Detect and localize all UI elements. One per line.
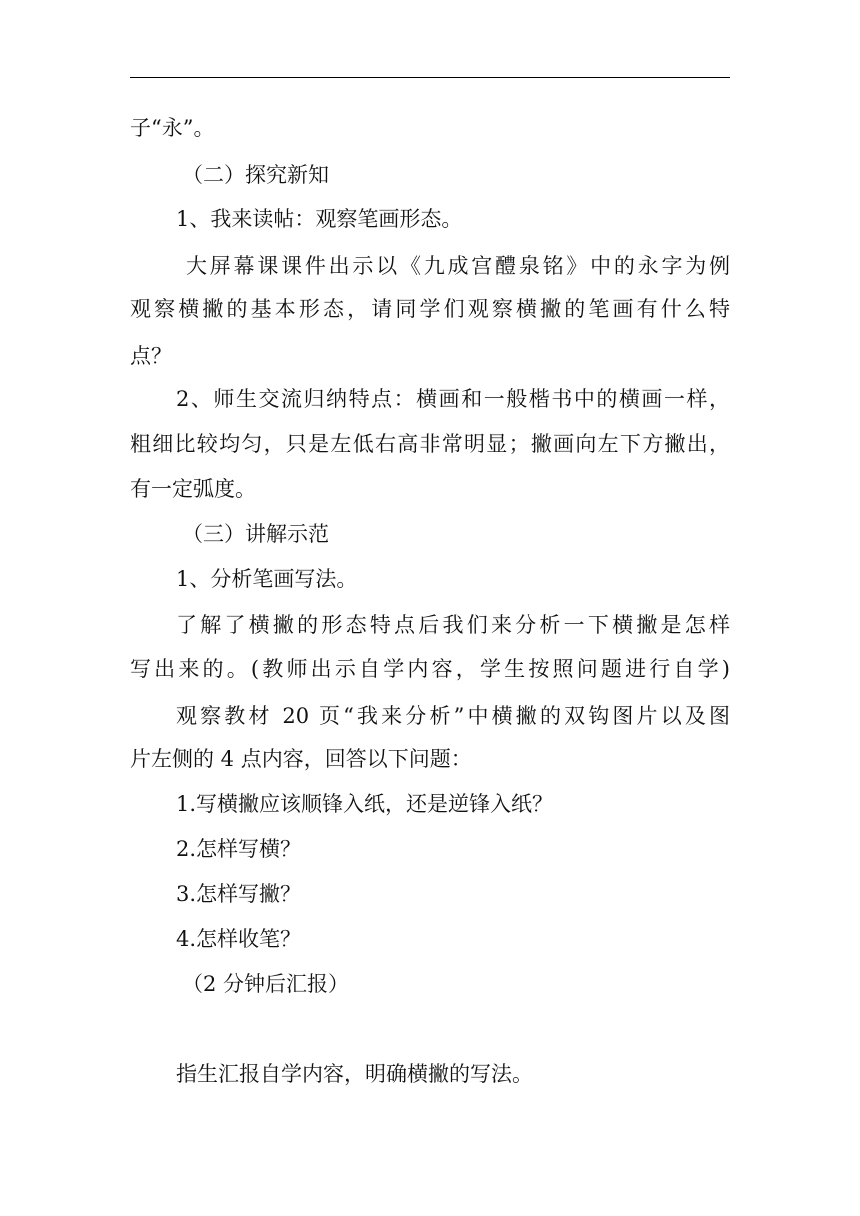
paragraph-line: 了解了横撇的形态特点后我们来分析一下横撇是怎样 <box>176 613 730 637</box>
paragraph-line: 指生汇报自学内容，明确横撇的写法。 <box>176 1062 533 1086</box>
paragraph-line: 片左侧的 4 点内容，回答以下问题： <box>130 747 472 771</box>
list-item: 2.怎样写横？ <box>176 837 302 861</box>
paragraph-line: 观察横撇的基本形态，请同学们观察横撇的笔画有什么特 <box>130 297 730 321</box>
paragraph-line: 点？ <box>130 344 172 368</box>
paragraph-line: 1、分析笔画写法。 <box>176 567 358 591</box>
paragraph-line: 1、我来读帖：观察笔画形态。 <box>176 207 463 231</box>
paragraph-line: 写出来的。(教师出示自学内容，学生按照问题进行自学) <box>130 657 730 681</box>
section-heading: （三）讲解示范 <box>182 522 329 546</box>
paragraph-line: 子“永”。 <box>130 116 215 140</box>
paragraph-line: 大屏幕课课件出示以《九成宫醴泉铭》中的永字为例 <box>186 254 730 278</box>
list-item: 3.怎样写撇？ <box>176 882 302 906</box>
paragraph-line: 2、师生交流归纳特点：横画和一般楷书中的横画一样， <box>176 387 730 411</box>
list-item: 4.怎样收笔？ <box>176 927 302 951</box>
paragraph-line: （2 分钟后汇报） <box>182 972 350 996</box>
paragraph-line: 观察教材 20 页“我来分析”中横撇的双钩图片以及图 <box>176 704 730 728</box>
paragraph-line: 粗细比较均匀，只是左低右高非常明显；撇画向左下方撇出， <box>130 432 730 456</box>
header-rule <box>130 77 730 78</box>
section-heading: （二）探究新知 <box>182 163 329 187</box>
paragraph-line: 有一定弧度。 <box>130 477 256 501</box>
list-item: 1.写横撇应该顺锋入纸，还是逆锋入纸？ <box>176 792 554 816</box>
